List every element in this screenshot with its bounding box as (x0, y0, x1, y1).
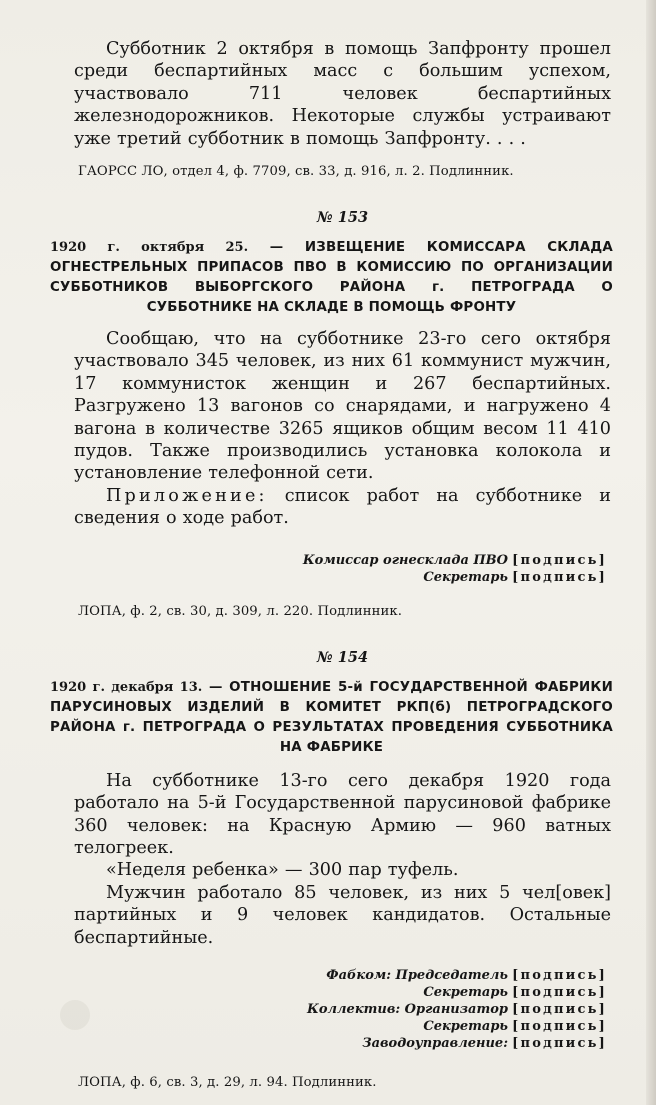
doc154-signature-line (74, 967, 611, 984)
signature-stamp: [подпись] (512, 984, 607, 1000)
doc153-archive-source: ЛОПА, ф. 2, св. 30, д. 309, л. 220. Подлинник. (78, 603, 403, 619)
doc154-archive-source: ЛОПА, ф. 6, св. 3, д. 29, л. 94. Подлинник. (78, 1074, 377, 1090)
doc154-signature-line (74, 1035, 611, 1052)
signature-role: Секретарь (423, 984, 508, 1000)
doc153-date: 1920 г. октября 25. (50, 240, 249, 256)
doc153-appendix-label: Приложение: (106, 485, 268, 506)
doc154-signature-line (74, 1001, 611, 1018)
doc154-body-1: На субботнике 13-го сего декабря 1920 года работало на 5-й Государственной парусиновой фабрике 360 человек: на Красную Армию — 960 ватных телогреек. (74, 770, 611, 858)
text-column (50, 0, 613, 1092)
signature-role: Комиссар огнесклада ПВО (302, 552, 508, 568)
doc154-body-3: Мужчин работало 85 человек, из них 5 чел[овек] партийных и 9 человек кандидатов. Остальные беспартийные. (74, 882, 611, 948)
signature-stamp: [подпись] (512, 967, 607, 983)
doc153-signature-line (74, 552, 611, 569)
signature-stamp: [подпись] (512, 552, 607, 568)
doc153-body: Сообщаю, что на субботнике 23-го сего октября участвовало 345 человек, из них 61 коммунист мужчин, 17 коммунисток женщин и 267 беспартийных. Разгружено 13 вагонов со снарядами, и нагружено 4 вагона в количестве 3265 ящиков общим весом 11 410 пудов. Также производились установка колокола и установление телефонной сети. (74, 329, 611, 484)
signature-role: Коллектив: Организатор (307, 1001, 508, 1017)
signature-stamp: [подпись] (512, 1001, 607, 1017)
doc153-number: № 153 (316, 209, 369, 227)
doc154-title-text: — ОТНОШЕНИЕ 5-й ГОСУДАРСТВЕННОЙ ФАБРИКИ ПАРУСИНОВЫХ ИЗДЕЛИЙ В КОМИТЕТ РКП(б) ПЕТРОГРАДСКОГО РАЙОНА г. ПЕТРОГРАДА О РЕЗУЛЬТАТАХ ПРОВЕДЕНИЯ СУББОТНИКА НА ФАБРИКЕ (50, 679, 613, 755)
signature-stamp: [подпись] (512, 1035, 607, 1051)
doc153-signatures (74, 552, 611, 586)
scan-edge (646, 0, 656, 1105)
doc154-signature-line (74, 984, 611, 1001)
doc154-signature-line (74, 1018, 611, 1035)
signature-role: Секретарь (423, 569, 508, 585)
doc153-title (50, 238, 613, 318)
signature-role: Фабком: Председатель (326, 967, 508, 983)
doc154-date: 1920 г. декабря 13. (50, 679, 203, 695)
doc154-body-2: «Неделя ребенка» — 300 пар туфель. (106, 860, 459, 881)
doc153-title-text: — ИЗВЕЩЕНИЕ КОМИССАРА СКЛАДА ОГНЕСТРЕЛЬНЫХ ПРИПАСОВ ПВО В КОМИССИЮ ПО ОРГАНИЗАЦИИ СУББОТНИКОВ ВЫБОРГСКОГО РАЙОНА г. ПЕТРОГРАДА О СУББОТНИКЕ НА СКЛАДЕ В ПОМОЩЬ ФРОНТУ (50, 240, 613, 316)
doc154-title (50, 678, 613, 758)
signature-role: Секретарь (423, 1018, 508, 1034)
signature-stamp: [подпись] (512, 1018, 607, 1034)
doc154-number: № 154 (316, 648, 369, 666)
doc153-appendix-text: список работ на субботнике и сведения о ходе работ. (74, 485, 611, 529)
signature-stamp: [подпись] (512, 569, 607, 585)
doc153-signature-line (74, 569, 611, 586)
doc152-archive-source: ГАОРСС ЛО, отдел 4, ф. 7709, св. 33, д. 916, л. 2. Подлинник. (78, 164, 514, 180)
doc152-paragraph: Субботник 2 октября в помощь Запфронту прошел среди беспартийных масс с большим успехом, участвовало 711 человек беспартийных железнодорожников. Некоторые службы устраивают уже третий субботник в помощь Запфронту. . . . (74, 39, 611, 149)
doc154-signatures (74, 967, 611, 1052)
signature-role: Заводоуправление: (362, 1035, 508, 1051)
doc153-appendix (74, 485, 611, 530)
